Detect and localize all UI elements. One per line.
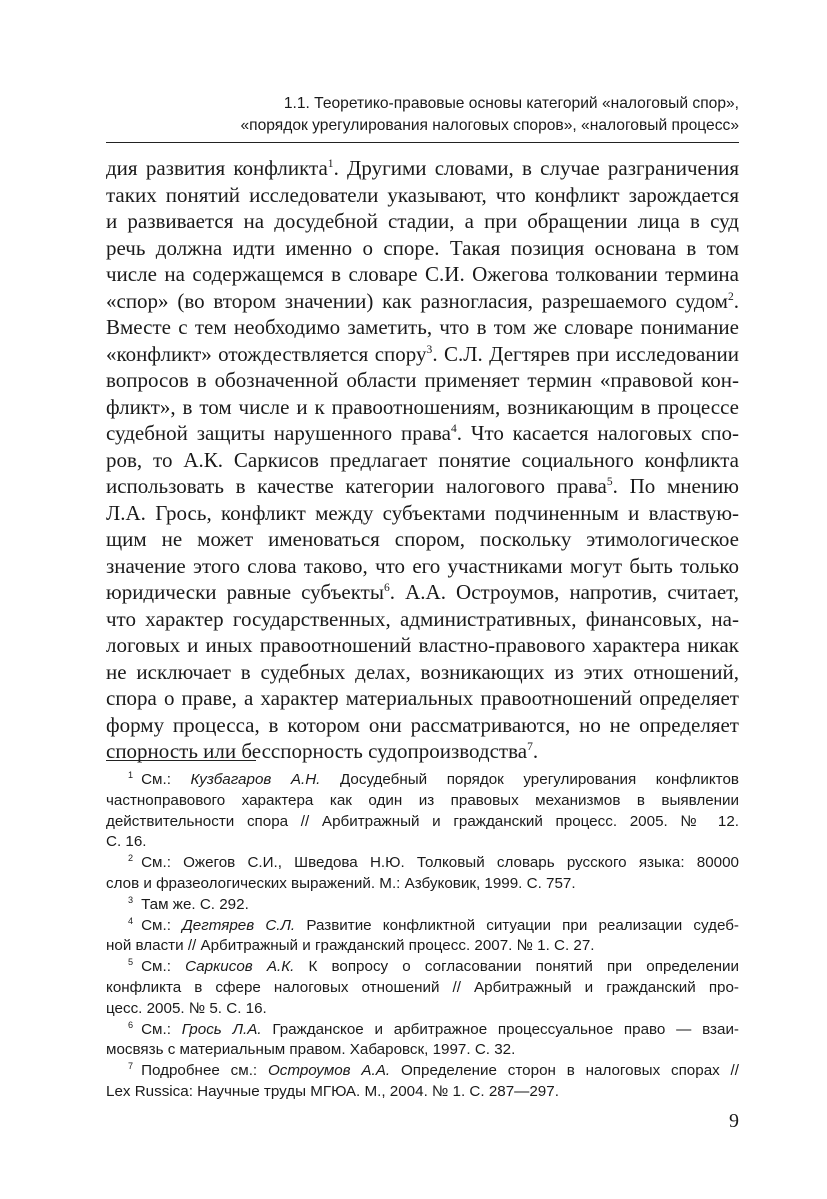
footnote-line: цесс. 2005. № 5. С. 16. bbox=[106, 999, 267, 1017]
text-line: и развивается на досудебной стадии, а при обращении лица в суд bbox=[106, 209, 739, 233]
text-line: числе на содержащемся в словаре С.И. Ожегова толковании термина bbox=[106, 262, 739, 286]
footnote-mark: 3 bbox=[128, 894, 134, 905]
text-line: значение этого слова таково, что его участниками могут быть только bbox=[106, 553, 739, 578]
footnote-line: мосвязь с материальным правом. Хабаровск, 1997. С. 32. bbox=[106, 1041, 516, 1059]
footnote-rule bbox=[106, 760, 256, 761]
text-line: дия развития конфликта$^1$. Другими словами, в случае разграничения bbox=[106, 156, 739, 180]
footnote-ref[interactable]: 4 bbox=[450, 423, 457, 435]
footnote-7: $^7$ Подробнее см.: Остроумов А.А. Определение сторон в налоговых спорах // bbox=[128, 1061, 739, 1080]
text-line: не исключает в судебных делах, возникающих из этих отношений, bbox=[106, 659, 739, 684]
text-line: спора о праве, а характер материальных правоотношений определяет bbox=[106, 686, 739, 710]
page-number: 9 bbox=[729, 1110, 739, 1132]
footnote-6: $^6$ См.: Грось Л.А. Гражданское и арбитражное процессуальное право — взаи- bbox=[128, 1019, 739, 1038]
text-line: «конфликт» отождествляется спору$^3$. С.Л. Дегтярев при исследовании bbox=[106, 341, 739, 366]
running-header-line-2: «порядок урегулирования налоговых споров», «налоговый процесс» bbox=[240, 117, 739, 134]
footnote-mark: 1 bbox=[128, 769, 134, 780]
text-line: Вместе с тем необходимо заметить, что в том же словаре понимание bbox=[106, 315, 739, 339]
footnote-ref[interactable]: 6 bbox=[383, 582, 390, 594]
footnote-mark: 7 bbox=[128, 1061, 134, 1072]
footnote-line: слов и фразеологических выражений. М.: Азбуковик, 1999. С. 757. bbox=[106, 874, 576, 892]
footnote-line: Lex Russica: Научные труды МГЮА. М., 2004. № 1. С. 287—297. bbox=[106, 1082, 559, 1100]
footnote-3: $^3$ Там же. С. 292. bbox=[128, 894, 249, 913]
text-line: использовать в качестве категории налогового права$^5$. По мнению bbox=[106, 474, 739, 498]
footnote-ref[interactable]: 3 bbox=[426, 343, 433, 356]
footnote-ref[interactable]: 2 bbox=[727, 290, 734, 303]
running-header-line-1: 1.1. Теоретико-правовые основы категорий «налоговый спор», bbox=[283, 95, 739, 112]
footnote-mark: 2 bbox=[128, 853, 134, 864]
text-line: что характер государственных, административных, финансовых, на- bbox=[106, 606, 739, 631]
main-text bbox=[106, 155, 739, 765]
text-line: форму процесса, в котором они рассматриваются, но не определяет bbox=[106, 712, 739, 737]
text-line: фликт», в том числе и к правоотношениям, возникающим в процессе bbox=[106, 394, 739, 419]
text-line: таких понятий исследователи указывают, что конфликт зарождается bbox=[106, 182, 739, 207]
text-line: Л.А. Грось, конфликт между субъектами подчиненным и властвую- bbox=[106, 500, 739, 525]
footnote-author: Грось Л.А. bbox=[181, 1020, 262, 1038]
footnote-line: С. 16. bbox=[106, 833, 147, 851]
footnote-mark: 5 bbox=[128, 957, 134, 968]
footnote-author: Саркисов А.К. bbox=[185, 958, 295, 976]
footnote-5: $^5$ См.: Саркисов А.К. К вопросу о согласовании понятий при определении bbox=[128, 957, 739, 976]
footnote-mark: 4 bbox=[128, 915, 134, 926]
footnote-mark: 6 bbox=[128, 1019, 134, 1030]
footnote-author: Дегтярев С.Л. bbox=[182, 916, 296, 934]
footnote-ref[interactable]: 7 bbox=[527, 741, 533, 753]
header-rule bbox=[106, 142, 739, 143]
footnote-1: $^1$ См.: Кузбагаров А.Н. Досудебный порядок урегулирования конфликтов bbox=[128, 769, 739, 788]
footnote-2: $^2$ См.: Ожегов С.И., Шведова Н.Ю. Толковый словарь русского языка: 80000 bbox=[128, 853, 739, 872]
text-line: логовых и иных правоотношений властно-правового характера никак bbox=[106, 633, 739, 657]
text-line: юридически равные субъекты$^6$. А.А. Остроумов, напротив, считает, bbox=[106, 580, 740, 604]
text-line: щим не может именоваться спором, поскольку этимологическое bbox=[106, 527, 739, 551]
footnote-author: Кузбагаров А.Н. bbox=[190, 771, 321, 788]
text-line: речь должна идти именно о споре. Такая позиция основана в том bbox=[106, 235, 739, 260]
text-line: судебной защиты нарушенного права$^4$. Что касается налоговых спо- bbox=[106, 421, 740, 445]
footnotes bbox=[106, 770, 739, 1103]
footnote-line: конфликта в сфере налоговых отношений // Арбитражный и гражданский про- bbox=[106, 978, 739, 996]
running-header bbox=[241, 93, 740, 137]
footnote-line: частноправового характера как один из правовых механизмов в выявлении bbox=[106, 791, 739, 809]
text-line: спорность или бесспорность судопроизводства$^7$. bbox=[106, 739, 539, 763]
footnote-4: $^4$ См.: Дегтярев С.Л. Развитие конфликтной ситуации при реализации судеб- bbox=[128, 915, 739, 934]
footnote-line: ной власти // Арбитражный и гражданский процесс. 2007. № 1. С. 27. bbox=[106, 937, 595, 955]
footnote-ref[interactable]: 1 bbox=[327, 158, 334, 170]
text-line: «спор» (во втором значении) как разногласия, разрешаемого судом$^2$. bbox=[106, 288, 739, 313]
footnote-line: действительности спора // Арбитражный и гражданский процесс. 2005. № 12. bbox=[106, 812, 739, 830]
text-line: ров, то А.К. Саркисов предлагает понятие социального конфликта bbox=[106, 447, 739, 472]
text-line: вопросов в обозначенной области применяет термин «правовой кон- bbox=[106, 368, 739, 392]
footnote-ref[interactable]: 5 bbox=[606, 476, 613, 488]
footnote-author: Остроумов А.А. bbox=[267, 1062, 391, 1080]
